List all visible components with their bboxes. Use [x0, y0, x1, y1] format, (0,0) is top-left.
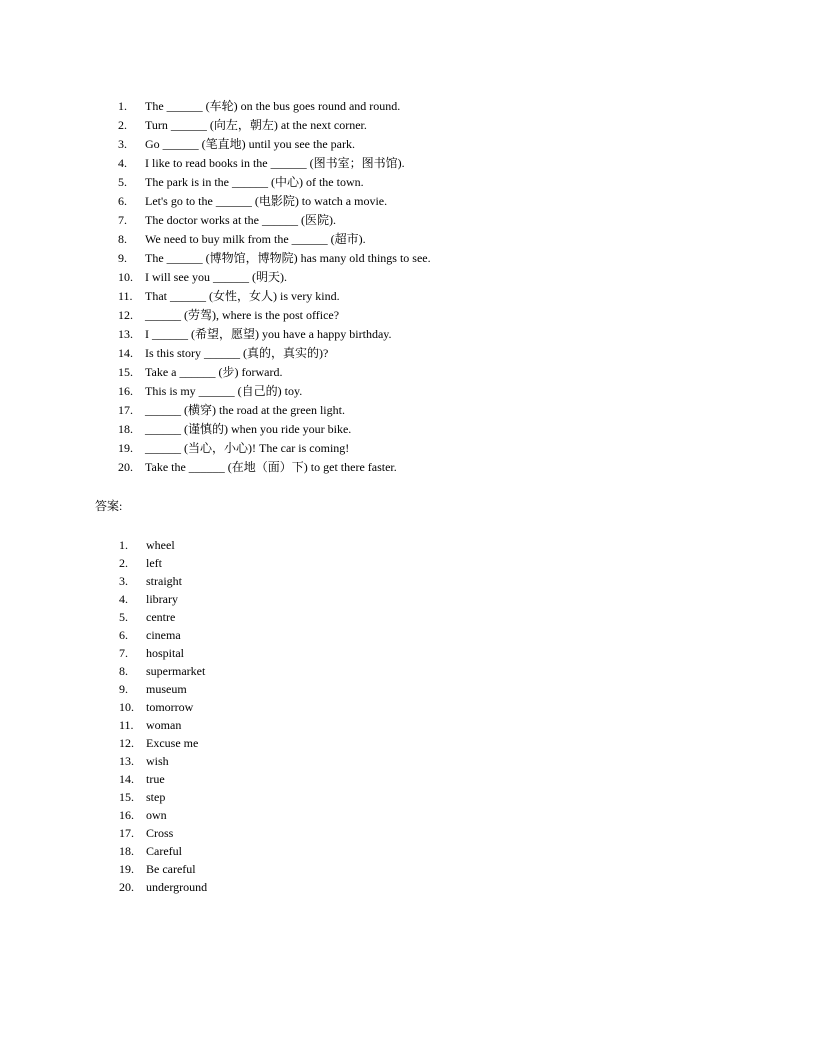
answer-item [119, 662, 519, 680]
answer-number: 15. [119, 790, 134, 804]
answer-text: hospital [146, 646, 184, 660]
answer-number: 14. [119, 772, 134, 786]
question-text: ______ (横穿) the road at the green light. [145, 403, 345, 417]
answer-item [119, 734, 519, 752]
question-item [118, 268, 698, 287]
question-text: I ______ (希望，愿望) you have a happy birthday. [145, 327, 392, 341]
question-text: The ______ (车轮) on the bus goes round and round. [145, 99, 401, 113]
answer-number: 11. [119, 718, 134, 732]
question-number: 11. [118, 289, 133, 303]
question-item [118, 363, 698, 382]
question-text: The ______ (博物馆，博物院) has many old things to see. [145, 251, 431, 265]
question-text: I like to read books in the ______ (图书室；图书馆). [145, 156, 405, 170]
question-number: 3. [118, 137, 127, 151]
question-item [118, 154, 698, 173]
answer-number: 12. [119, 736, 134, 750]
question-number: 17. [118, 403, 133, 417]
question-number: 19. [118, 441, 133, 455]
answer-text: left [146, 556, 162, 570]
answer-item [119, 824, 519, 842]
question-number: 16. [118, 384, 133, 398]
answer-item [119, 788, 519, 806]
answer-number: 3. [119, 574, 128, 588]
answer-number: 8. [119, 664, 128, 678]
question-text: The doctor works at the ______ (医院). [145, 213, 336, 227]
answer-number: 5. [119, 610, 128, 624]
answer-item [119, 608, 519, 626]
question-number: 2. [118, 118, 127, 132]
question-text: This is my ______ (自己的) toy. [145, 384, 303, 398]
question-text: ______ (当心，小心)! The car is coming! [145, 441, 350, 455]
question-text: Take the ______ (在地（面）下) to get there faster. [145, 460, 397, 474]
answer-item [119, 716, 519, 734]
question-number: 6. [118, 194, 127, 208]
answer-text: tomorrow [146, 700, 194, 714]
answer-number: 10. [119, 700, 134, 714]
answer-text: Excuse me [146, 736, 199, 750]
question-text: ______ (劳驾), where is the post office? [145, 308, 340, 322]
question-text: We need to buy milk from the ______ (超市). [145, 232, 366, 246]
question-text: Turn ______ (向左，朝左) at the next corner. [145, 118, 367, 132]
answer-number: 7. [119, 646, 128, 660]
question-text: Let's go to the ______ (电影院) to watch a movie. [145, 194, 388, 208]
question-number: 18. [118, 422, 133, 436]
answer-text: Careful [146, 844, 182, 858]
question-item [118, 173, 698, 192]
question-text: Go ______ (笔直地) until you see the park. [145, 137, 355, 151]
answer-item [119, 590, 519, 608]
questions-list [118, 97, 698, 477]
question-item [118, 325, 698, 344]
question-number: 14. [118, 346, 133, 360]
answer-item [119, 842, 519, 860]
question-number: 4. [118, 156, 127, 170]
question-item [118, 306, 698, 325]
question-item [118, 135, 698, 154]
question-text: That ______ (女性，女人) is very kind. [145, 289, 340, 303]
question-item [118, 230, 698, 249]
answer-item [119, 536, 519, 554]
answer-number: 1. [119, 538, 128, 552]
answer-text: true [146, 772, 165, 786]
question-number: 7. [118, 213, 127, 227]
question-text: The park is in the ______ (中心) of the town. [145, 175, 364, 189]
question-number: 9. [118, 251, 127, 265]
question-number: 5. [118, 175, 127, 189]
answer-number: 13. [119, 754, 134, 768]
answer-number: 9. [119, 682, 128, 696]
answer-text: own [146, 808, 167, 822]
answer-text: supermarket [146, 664, 206, 678]
answer-number: 4. [119, 592, 128, 606]
answer-text: library [146, 592, 178, 606]
question-number: 15. [118, 365, 133, 379]
answer-item [119, 806, 519, 824]
answer-text: underground [146, 880, 208, 894]
answer-item [119, 860, 519, 878]
answer-number: 19. [119, 862, 134, 876]
answer-item [119, 878, 519, 896]
answer-text: wheel [146, 538, 175, 552]
question-text: Take a ______ (步) forward. [145, 365, 283, 379]
answer-item [119, 752, 519, 770]
answer-item [119, 626, 519, 644]
answers-list [119, 536, 519, 896]
answer-text: woman [146, 718, 182, 732]
answer-text: cinema [146, 628, 181, 642]
question-item [118, 249, 698, 268]
question-item [118, 192, 698, 211]
question-text: ______ (谨慎的) when you ride your bike. [145, 422, 352, 436]
question-number: 20. [118, 460, 133, 474]
question-item [118, 420, 698, 439]
answer-text: centre [146, 610, 176, 624]
answer-item [119, 698, 519, 716]
answer-item [119, 554, 519, 572]
question-number: 12. [118, 308, 133, 322]
answers-heading: 答案: [95, 499, 123, 513]
answer-item [119, 644, 519, 662]
question-item [118, 97, 698, 116]
question-number: 8. [118, 232, 127, 246]
question-item [118, 401, 698, 420]
answer-number: 20. [119, 880, 134, 894]
answer-text: straight [146, 574, 182, 588]
question-number: 10. [118, 270, 133, 284]
question-number: 13. [118, 327, 133, 341]
question-text: I will see you ______ (明天). [145, 270, 287, 284]
question-text: Is this story ______ (真的，真实的)? [145, 346, 329, 360]
question-item [118, 211, 698, 230]
question-item [118, 287, 698, 306]
question-item [118, 458, 698, 477]
answer-item [119, 770, 519, 788]
answer-text: step [146, 790, 166, 804]
answer-number: 2. [119, 556, 128, 570]
question-item [118, 116, 698, 135]
answer-text: wish [146, 754, 169, 768]
answer-text: Be careful [146, 862, 196, 876]
question-item [118, 382, 698, 401]
question-item [118, 344, 698, 363]
answer-item [119, 572, 519, 590]
answer-text: museum [146, 682, 187, 696]
answer-number: 18. [119, 844, 134, 858]
answer-number: 16. [119, 808, 134, 822]
question-number: 1. [118, 99, 127, 113]
answer-item [119, 680, 519, 698]
answer-text: Cross [146, 826, 174, 840]
answer-number: 17. [119, 826, 134, 840]
question-item [118, 439, 698, 458]
answer-number: 6. [119, 628, 128, 642]
